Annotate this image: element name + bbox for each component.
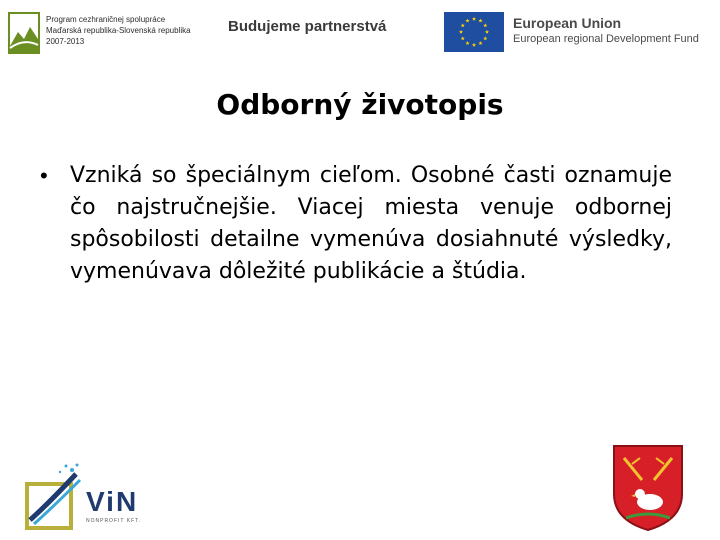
eu-subtitle: European regional Development Fund [513,33,699,45]
bullet-marker: • [40,163,48,188]
program-mountain-logo-icon [8,12,40,54]
vin-logo-subtext: NONPROFIT KFT. [86,518,142,524]
vin-logo [24,462,144,532]
program-text: Program cezhraničnej spolupráce Maďarská republika-Slovenská republika 2007-2013 [46,15,191,46]
program-logo [8,10,213,58]
bullet-text: Vzniká so špeciálnym cieľom. Osobné časti oznamuje čo najstručnejšie. Viacej miesta venuje odbornej spôsobilosti detailne vymenúva dosiahnuté výsledky, vymenúvava dôležité publikácie a štúdia. [70,163,672,284]
coat-of-arms-icon [612,444,684,532]
slide-title: Odborný životopis [216,88,504,121]
vin-logo-text: ViN [86,486,139,517]
eu-flag-icon [444,12,504,52]
vin-logo-icon [24,462,84,532]
slogan: Budujeme partnerstvá [228,18,387,35]
header [0,0,720,70]
bullet-item [40,160,672,288]
eu-title: European Union [513,15,622,31]
eu-label [513,14,699,47]
